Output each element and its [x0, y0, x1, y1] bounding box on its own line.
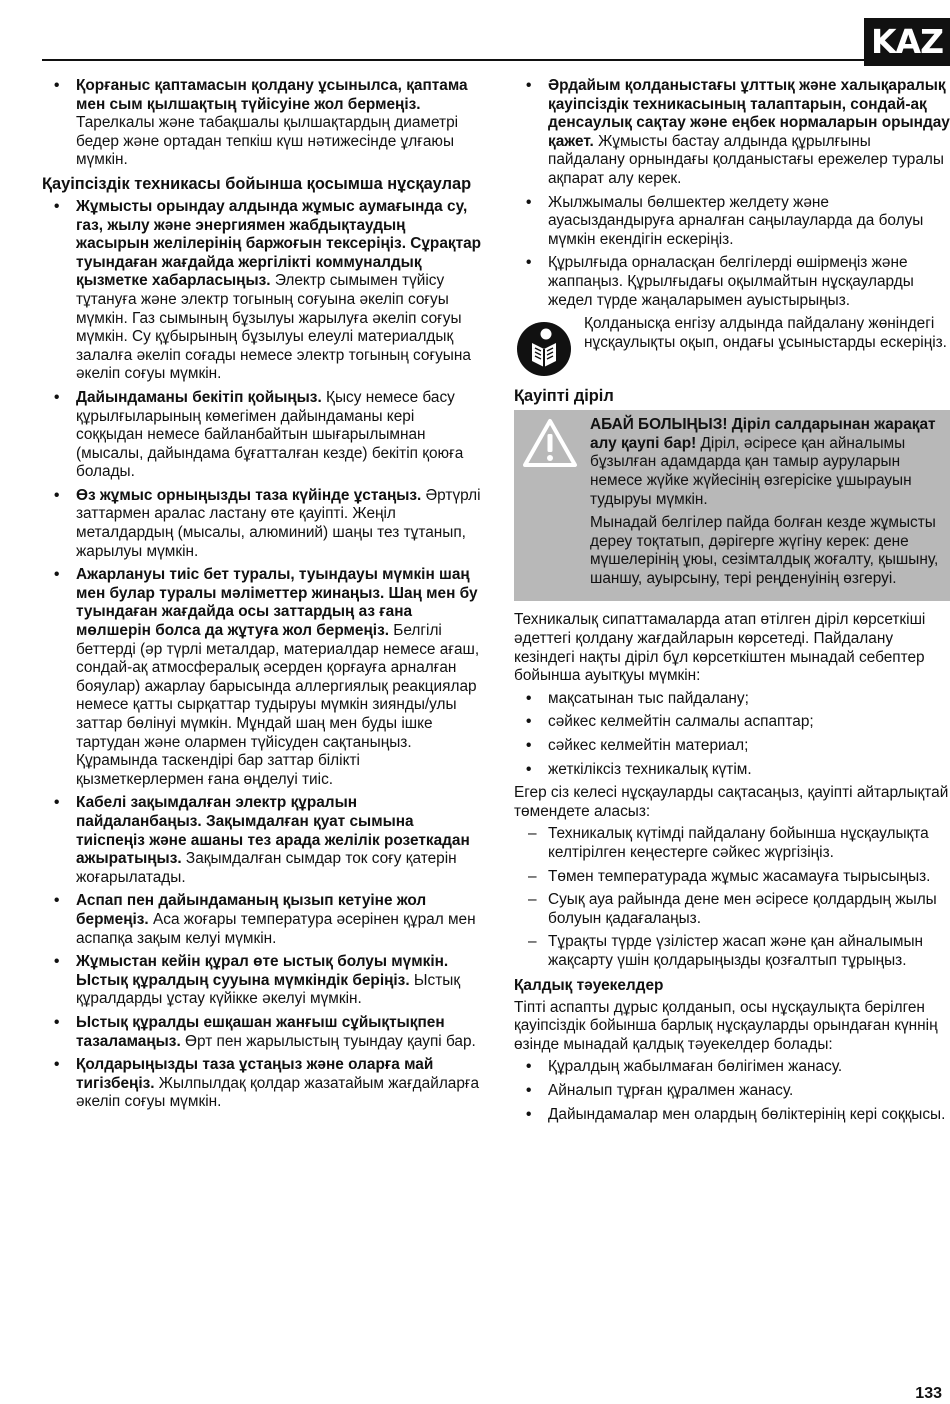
vibration-paragraph: Техникалық сипаттамаларда атап өтілген діріл көрсеткіші әдеттегі қолдану жағдайларын көрсетеді. Пайдалану кезіндегі нақты діріл бұл көрсеткіштен мынадай себептер бойынша ауытқуы мүмкін:	[514, 611, 926, 685]
page-number: 133	[915, 1385, 942, 1402]
list-item	[42, 77, 482, 170]
item-text: Қысу немесе басу құрылғыларының көмегімен дайындаманы кері соққыдан немесе байланбайтын шығарылымнан (мысалы, дайындама бұғатталған кезде) бекітіп қоюға болады.	[76, 388, 464, 481]
language-tab: KAZ	[864, 18, 950, 66]
item-bold: Қолдарыңызды таза ұстаңыз және оларға май тигізбеңіз.	[76, 1056, 434, 1092]
right-column	[514, 77, 950, 1129]
item-text: Әртүрлі заттармен аралас ластану өте қауіпті. Жеңіл металдардың (мысалы, алюминий) шаңы тез тұтанып, жарылуы мүмкін.	[76, 486, 481, 560]
item-bold: Ыстық құралды ешқашан жанғыш сұйықтықпен тазаламаңыз.	[76, 1013, 445, 1050]
warning-triangle-icon	[522, 418, 578, 468]
item-text: Электр сымымен түйісу тұтануға және электр тогының соғуына әкеліп соғуы мүмкін. Газ сымының бұзылуы жарылуға әкеліп соғуы мүмкін. Су құбырының бұзылуы елеулі материалдық залалға әкеліп соғады немесе электр тогының соғуына әкеліп соғуы мүмкін.	[76, 272, 471, 383]
safety-list	[42, 198, 482, 1112]
list-item	[514, 77, 950, 189]
manual-note-text: Қолданысқа енгізу алдында пайдалану жөніндегі нұсқаулықты оқып, ондағы ұсыныстарды ескеріңіз.	[584, 315, 947, 351]
list-item: – Техникалық күтімді пайдалану бойынша нұсқаулықта келтірілген кеңестерге сәйкес жүргізіңіз.	[514, 825, 950, 862]
list-item: • сәйкес келмейтін салмалы аспаптар;	[514, 713, 950, 732]
list-item	[42, 794, 482, 887]
list-item	[42, 892, 482, 948]
residual-risks-heading: Қалдық тәуекелдер	[514, 976, 664, 994]
list-item	[42, 487, 482, 561]
item-text: Зақымдалған сымдар ток соғу қатерін жоғарылатады.	[76, 850, 457, 886]
list-item	[42, 1056, 482, 1112]
item-text: Белгілі беттерді (әр түрлі металдар, материалдар немесе ағаш, сондай-ақ атмосфералық әсерден қорғауға арналған бояулар) ажарлау барысында аллергиялық реакциялар немесе қатты сырқаттар тудыруы мүмкін зиянды/улы заттар бөлінуі мүмкін. Мұндай шаң мен буды ішке тартудан және олармен түйісуден сақтаныңыз. Құрамында таскендірі бар заттар білікті қызметкерлермен ғана өңделуі тиіс.	[76, 622, 480, 788]
item-text: Жылпылдақ қолдар жазатайым жағдайларға әкеліп соғуы мүмкін.	[76, 1074, 480, 1111]
warning-bold: АБАЙ БОЛЫҢЫЗ! Діріл салдарынан жарақат алу қаупі бар!	[590, 416, 936, 452]
header-rule	[42, 59, 864, 61]
list-item	[42, 198, 482, 384]
list-item: – Суық ауа райында дене мен әсіресе қолдардың жылы болуын қадағалаңыз.	[514, 891, 950, 928]
list-item	[42, 389, 482, 482]
list-item	[42, 566, 482, 789]
item-bold: Жұмысты орындау алдында жұмыс аумағында су, газ, жылу және энергиямен жабдықтаудың жасырын желілерінің баржоғын тексеріңіз. Сұрақтар туындаған жағдайда жергілікті коммуналдық қызметке хабарласыңыз.	[76, 197, 482, 290]
item-bold: Аспап пен дайындаманың қызып кетуіне жол бермеңіз.	[76, 892, 427, 928]
warning-paragraph	[590, 416, 942, 509]
item-bold: Кабелі зақымдалған электр құралын пайдаланбаңыз. Зақымдалған қуат сымына тиіспеңіз және ашаны тез арада желілік розеткадан ажыратыңыз.	[76, 794, 470, 868]
residual-risks-paragraph: Тіпті аспапты дұрыс қолданып, осы нұсқаулықта берілген қауіпсіздік бойынша барлық нұсқауларды орындаған күннің өзінде мынадай қалдық тәуекелдер болады:	[514, 998, 938, 1053]
list-item: – Төмен температурада жұмыс жасамауға тырысыңыз.	[514, 868, 950, 887]
item-text: Жұмысты бастау алдында құрылғыны пайдалану орнындағы қолданыстағы ережелер туралы ақпарат алу керек.	[548, 132, 944, 187]
list-item: • Құралдың жабылмаған бөлігімен жанасу.	[514, 1058, 950, 1077]
list-item	[514, 254, 950, 310]
warning-body: Діріл, әсіресе қан айналымы бұзылған адамдарда қан тамыр ауруларын немесе жүйке жүйесінің өзгерісіке ұшырауын тудыруы мүмкін.	[590, 434, 912, 508]
item-text: Жылжымалы бөлшектер желдету және ауасыздандыруға арналған саңылауларда да болуы мүмкін екендігін ескеріңіз.	[548, 193, 924, 248]
warning-text	[590, 416, 942, 593]
item-text: Ыстық құралдарды ұстау күйікке әкелуі мүмкін.	[76, 971, 461, 1008]
warning-paragraph-2: Мынадай белгілер пайда болған кезде жұмысты дереу тоқтатып, дәрігерге жүгіну керек: дене мүшелерінің ұюы, сезімталдық жоғалту, қышыну, шаншу, ауырсыну, тері реңденуінің өзгеруі.	[590, 514, 939, 587]
list-item	[42, 1014, 482, 1051]
residual-risks-list	[514, 1058, 950, 1124]
item-bold: Дайындаманы бекітіп қойыңыз.	[76, 388, 322, 406]
item-text: Тарелкалы және табақшалы қылшақтардың диаметрі бедер және ортадан тепкіш күш нәтижесінде ұлғаюы мүмкін.	[76, 114, 459, 169]
list-item	[42, 953, 482, 1009]
list-item: • мақсатынан тыс пайдалану;	[514, 690, 950, 709]
list-item: • Айналып тұрған құралмен жанасу.	[514, 1082, 950, 1101]
advice-intro: Егер сіз келесі нұсқауларды сақтасаңыз, қауіпті айтарлықтай төмендете аласыз:	[514, 784, 949, 820]
item-text: Аса жоғары температура әсерінен құрал мен аспапқа зақым келуі мүмкін.	[76, 910, 476, 947]
list-item: • жеткіліксіз техникалық күтім.	[514, 761, 950, 780]
list-item: • сәйкес келмейтін материал;	[514, 737, 950, 756]
section-heading: Қауіпсіздік техникасы бойынша қосымша нұсқаулар	[42, 174, 472, 193]
general-list	[514, 77, 950, 310]
item-bold: Әрдайым қолданыстағы ұлттық және халықаралық қауіпсіздік техникасының талаптарын, сондай-ақ денсаулық сақтау және еңбек нормаларын орындау қажет.	[548, 77, 950, 150]
list-item: – Тұрақты түрде үзілістер жасап және қан айналымын жақсарту үшін қолдарыңызды қозғалтып тұрыңыз.	[514, 933, 950, 970]
item-text: Құрылғыда орналасқан белгілерді өшірмеңіз және жаппаңыз. Құрылғыдағы оқылмайтын нұсқауларды жедел түрде жаңаларымен ауыстырыңыз.	[548, 254, 914, 309]
left-column	[42, 77, 482, 1117]
read-manual-note	[514, 315, 950, 377]
vibration-causes-list	[514, 690, 950, 779]
list-item	[514, 194, 950, 250]
item-text: Өрт пен жарылыстың туындау қаупі бар.	[180, 1032, 476, 1050]
intro-list	[42, 77, 482, 170]
item-bold: Ажарлануы тиіс бет туралы, туындауы мүмкін шаң мен булар туралы мәліметтер жинаңыз. Шаң мен бу туындаған жағдайда осы заттардың аз ғана мөлшерін болса да жұтуға жол бермеңіз.	[76, 566, 478, 640]
advice-list	[514, 825, 950, 970]
list-item: • Дайындамалар мен олардың бөліктерінің кері соққысы.	[514, 1106, 950, 1125]
read-manual-icon	[516, 321, 572, 377]
item-bold: Қорғаныс қаптамасын қолдану ұсынылса, қаптама мен сым қылшақтың түйісуіне жол бермеңіз.	[76, 77, 468, 113]
vibration-heading: Қауіпті діріл	[514, 387, 614, 406]
item-bold: Өз жұмыс орныңызды таза күйінде ұстаңыз.	[76, 486, 422, 504]
item-bold: Жұмыстан кейін құрал өте ыстық болуы мүмкін. Ыстық құралдың сууына мүмкіндік беріңіз.	[76, 953, 449, 989]
vibration-warning-box	[514, 410, 950, 601]
